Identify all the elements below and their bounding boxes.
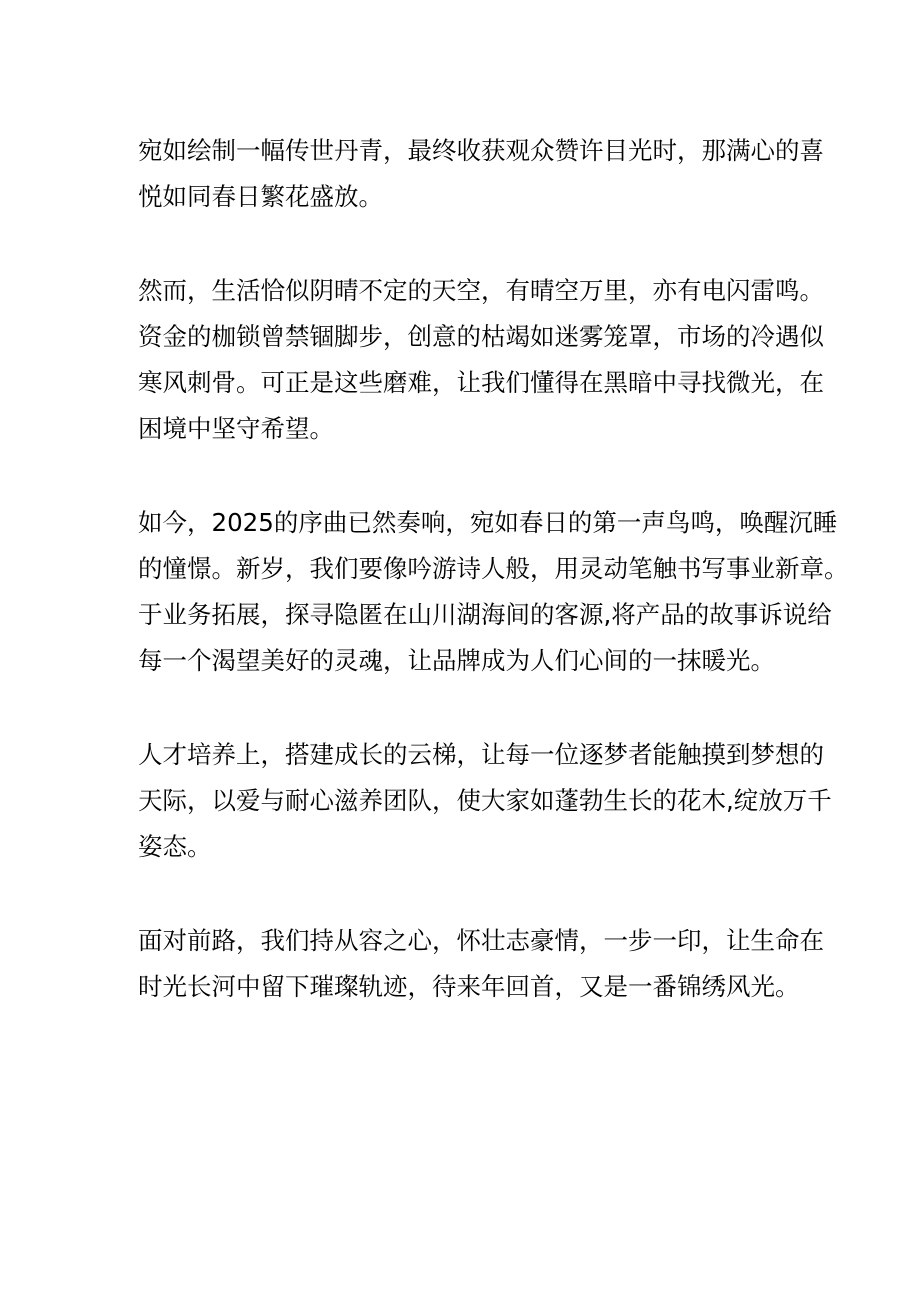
paragraph-1: [138, 128, 824, 220]
text-line: 悦如同春日繁花盛放。: [138, 182, 383, 211]
text-line: 天际，以爱与耐心滋养团队，使大家如蓬勃生长的花木,绽放万千: [138, 786, 832, 815]
text-line: 宛如绘制一幅传世丹青，最终收获观众赞许目光时，那满心的喜: [138, 136, 824, 165]
text-line: 资金的枷锁曾禁锢脚步，创意的枯竭如迷雾笼罩，市场的冷遇似: [138, 322, 824, 351]
document-body: [138, 128, 849, 1010]
text-line: 然而，生活恰似阴晴不定的天空，有晴空万里，亦有电闪雷鸣。: [138, 276, 824, 305]
text-line: 面对前路，我们持从容之心，怀壮志豪情，一步一印，让生命在: [138, 926, 824, 955]
text-line: 寒风刺骨。可正是这些磨难，让我们懂得在黑暗中寻找微光，在: [138, 368, 824, 397]
paragraph-5: [138, 918, 824, 1010]
text-line: 人才培养上，搭建成长的云梯，让每一位逐梦者能触摸到梦想的: [138, 740, 824, 769]
paragraph-2: [138, 268, 824, 452]
text-line: 每一个渴望美好的灵魂，让品牌成为人们心间的一抹暖光。: [138, 646, 775, 675]
text-line: 于业务拓展，探寻隐匿在山川湖海间的客源,将产品的故事诉说给: [138, 600, 832, 629]
text-line: 如今，2025的序曲已然奏响，宛如春日的第一声鸟鸣，唤醒沉睡: [138, 508, 838, 537]
text-line: 的憧憬。新岁，我们要像吟游诗人般，用灵动笔触书写事业新章。: [138, 554, 849, 583]
text-line: 姿态。: [138, 832, 212, 861]
text-line: 时光长河中留下璀璨轨迹，待来年回首，又是一番锦绣风光。: [138, 972, 800, 1001]
paragraph-4: [138, 732, 832, 870]
text-line: 困境中坚守希望。: [138, 414, 334, 443]
paragraph-3: [138, 500, 849, 684]
